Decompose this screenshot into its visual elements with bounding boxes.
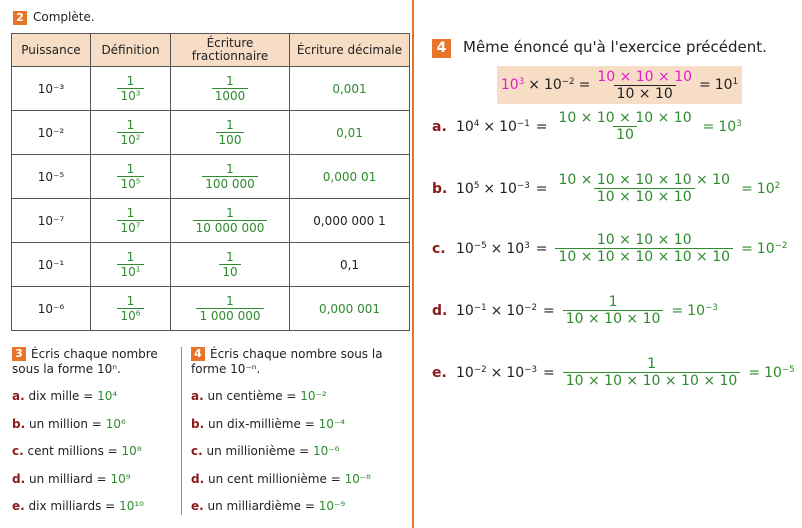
item-answer: 10⁶ (105, 416, 126, 431)
exercise-2-header (13, 10, 95, 25)
times-sign: × (490, 240, 503, 257)
expanded-fraction (555, 110, 694, 143)
example-fraction (594, 69, 695, 102)
definition-fraction (117, 74, 143, 103)
definition-fraction (117, 162, 143, 191)
expanded-fraction (563, 356, 741, 389)
factor-a: $10^{-1}$ (456, 302, 487, 319)
answer-item (191, 417, 345, 431)
times-sign: × (490, 302, 503, 319)
factor-a: $10^5$ (456, 180, 480, 197)
power-value: 10⁻¹ (37, 257, 65, 272)
item-answer: 10¹⁰ (119, 499, 144, 513)
power-value: 10⁻⁶ (37, 301, 65, 316)
item-letter: e. (432, 364, 447, 381)
answer-item (12, 499, 144, 513)
equals-sign: = (578, 77, 591, 93)
exercise-4-header (191, 347, 401, 377)
power-cell (12, 111, 91, 155)
times-sign: × (483, 180, 496, 197)
equals-sign: = (702, 118, 715, 135)
decimal-value: 0,01 (336, 125, 363, 140)
exercise-4-right-header (432, 38, 767, 58)
answer-item (191, 472, 371, 486)
decimal-cell (290, 67, 410, 111)
answer-item (12, 472, 131, 486)
fraction (193, 206, 268, 235)
fraction-numerator: 1 (226, 250, 234, 264)
item-answer: 10⁻⁹ (318, 499, 346, 513)
item-text: dix mille = (28, 389, 94, 403)
exercise-number-badge: 3 (12, 347, 26, 361)
item-text: un milliardième = (207, 499, 315, 513)
item-letter: c. (432, 240, 446, 257)
exponent: 3 (135, 88, 141, 98)
definition-fraction (117, 206, 143, 235)
answer-item (12, 417, 126, 431)
powers-table (11, 33, 410, 331)
exponent: 6 (135, 308, 141, 318)
fraction-denominator: 10 × 10 × 10 × 10 × 10 (563, 372, 741, 389)
power-value: 10⁻⁵ (37, 169, 65, 184)
item-answer: 10⁴ (97, 389, 118, 403)
answer-item (191, 389, 327, 403)
definition-cell (91, 67, 171, 111)
fraction-numerator: 10 × 10 × 10 (596, 232, 692, 248)
exercise-instruction: Même énoncé qu'à l'exercice précédent. (463, 38, 767, 56)
item-letter: c. (191, 444, 203, 458)
base: 10 (120, 133, 136, 147)
answer-item (12, 444, 142, 458)
expanded-fraction (563, 294, 664, 327)
item-letter: a. (432, 118, 447, 135)
fraction (216, 118, 245, 147)
table-row (12, 287, 410, 331)
item-text: un million = (28, 416, 102, 431)
definition-fraction (117, 118, 143, 147)
factor-b: $10^{-1}$ (499, 118, 530, 135)
item-letter: a. (12, 389, 25, 403)
power-cell (12, 67, 91, 111)
fraction-denominator: 10 (219, 264, 240, 279)
fraction-numerator: 1 (608, 294, 618, 310)
exercise-number-badge: 4 (191, 347, 205, 361)
calculation-item (432, 232, 787, 265)
fraction (219, 250, 240, 279)
equals-sign: = (542, 364, 555, 381)
fraction-denominator: 1000 (212, 88, 249, 103)
fraction (202, 162, 258, 191)
equals-sign: = (741, 180, 753, 197)
table-header-row (12, 34, 410, 67)
exponent: 7 (135, 220, 141, 230)
factor-a: $10^{-5}$ (456, 240, 487, 257)
equals-sign: = (535, 240, 548, 257)
item-letter: a. (191, 389, 204, 403)
expanded-fraction (555, 232, 733, 265)
fraction-denominator: 10 × 10 × 10 (563, 310, 664, 327)
fraction-cell (171, 243, 290, 287)
example-lhs-a: $10^3$ (500, 76, 525, 93)
fraction-numerator: 1 (226, 162, 234, 176)
item-letter: b. (432, 180, 448, 197)
result: $10^3$ (718, 118, 742, 135)
fraction-denominator: 1 000 000 (196, 308, 263, 323)
decimal-value: 0,001 (332, 81, 367, 96)
base: 10 (120, 309, 136, 323)
exercise-number-badge: 4 (432, 39, 451, 58)
power-value: 10⁻⁷ (37, 213, 65, 228)
power-cell (12, 243, 91, 287)
decimal-cell (290, 111, 410, 155)
item-letter: d. (432, 302, 448, 319)
fraction (196, 294, 263, 323)
item-text: un millionième = (206, 444, 310, 458)
fraction-numerator: 1 (226, 118, 234, 132)
fraction-numerator: 1 (126, 294, 135, 308)
factor-a: $10^{-2}$ (456, 364, 487, 381)
item-letter: e. (12, 499, 25, 513)
equals-sign: = (535, 118, 548, 135)
fraction-numerator: 1 (126, 206, 135, 220)
fraction-cell (171, 111, 290, 155)
fraction-numerator: 1 (126, 74, 135, 88)
decimal-value: 0,000 001 (318, 301, 381, 316)
example-lhs-b: $10^{-2}$ (543, 76, 575, 93)
exercise-instruction: Écris chaque nombre sous la forme 10ⁿ. (12, 347, 158, 376)
answer-item (191, 499, 345, 513)
equals-sign: = (542, 302, 555, 319)
calculation-item (432, 110, 742, 143)
example-result: $10^1$ (714, 76, 739, 93)
fraction-numerator: 10 × 10 × 10 × 10 × 10 (558, 172, 731, 188)
table-row (12, 67, 410, 111)
fraction-denominator (117, 176, 143, 191)
times-sign: × (490, 364, 503, 381)
table-row (12, 111, 410, 155)
exercise-instruction: Écris chaque nombre sous la forme 10⁻ⁿ. (191, 347, 383, 376)
result: $10^{-3}$ (687, 302, 718, 319)
exponent: 5 (135, 176, 141, 186)
fraction-numerator: 1 (226, 74, 234, 88)
table-row (12, 199, 410, 243)
item-text: un milliard = (28, 471, 107, 486)
equals-sign: = (535, 180, 548, 197)
fraction-cell (171, 155, 290, 199)
equals-sign: = (699, 77, 711, 93)
column-header: Écriture décimale (290, 34, 410, 67)
item-letter: c. (12, 444, 24, 458)
decimal-cell (290, 155, 410, 199)
fraction-denominator (117, 88, 143, 103)
table-row (12, 155, 410, 199)
factor-b: $10^3$ (506, 240, 530, 257)
definition-fraction (117, 250, 143, 279)
fraction-denominator (117, 264, 143, 279)
fraction-numerator: 1 (126, 162, 135, 176)
item-answer: 10⁻⁴ (318, 416, 345, 431)
definition-fraction (117, 294, 143, 323)
decimal-cell (290, 243, 410, 287)
definition-cell (91, 111, 171, 155)
fraction-numerator: 1 (226, 294, 234, 308)
fraction-denominator: 10 (613, 126, 637, 143)
item-letter: d. (191, 471, 205, 486)
exercise-4-left (191, 347, 401, 513)
fraction-denominator: 10 × 10 × 10 × 10 × 10 (555, 248, 733, 265)
fraction-denominator: 100 000 (202, 176, 258, 191)
calculation-item (432, 356, 795, 389)
fraction-denominator: 100 (216, 132, 245, 147)
decimal-cell (290, 199, 410, 243)
fraction-numerator: 1 (126, 118, 135, 132)
definition-cell (91, 243, 171, 287)
definition-cell (91, 155, 171, 199)
fraction-numerator: 1 (647, 356, 656, 372)
column-header: Définition (91, 34, 171, 67)
exercise-3-header (12, 347, 180, 377)
item-answer: 10⁻⁶ (312, 444, 340, 458)
item-answer: 10⁹ (110, 471, 131, 486)
exercise-3 (12, 347, 180, 513)
item-text: un dix-millième = (207, 416, 315, 431)
fraction-denominator: 10 × 10 (614, 85, 676, 102)
expanded-fraction (555, 172, 733, 205)
fraction-denominator (117, 308, 143, 323)
item-letter: b. (12, 416, 26, 431)
base: 10 (120, 221, 136, 235)
answer-item (191, 444, 339, 458)
item-answer: 10⁻² (300, 389, 327, 403)
decimal-cell (290, 287, 410, 331)
item-text: un centième = (207, 389, 297, 403)
fraction-cell (171, 67, 290, 111)
decimal-value: 0,000 01 (322, 169, 377, 184)
item-letter: e. (191, 499, 204, 513)
power-cell (12, 287, 91, 331)
power-value: 10⁻² (37, 125, 65, 140)
power-cell (12, 155, 91, 199)
base: 10 (120, 265, 136, 279)
fraction-numerator: 10 × 10 × 10 (597, 68, 693, 85)
fraction (212, 74, 249, 103)
times-sign: × (483, 118, 496, 135)
column-divider (181, 347, 182, 515)
fraction-denominator (117, 132, 143, 147)
column-header: Écriture fractionnaire (171, 34, 290, 67)
base: 10 (120, 177, 136, 191)
result: $10^2$ (756, 180, 781, 197)
times-sign: × (528, 77, 540, 93)
item-answer: 10⁻⁸ (344, 471, 371, 486)
calculation-item (432, 172, 780, 205)
factor-b: $10^{-3}$ (499, 180, 530, 197)
fraction-cell (171, 199, 290, 243)
result: $10^{-5}$ (764, 364, 795, 381)
calculation-item (432, 294, 718, 327)
power-value: 10⁻³ (37, 81, 65, 96)
fraction-denominator: 10 × 10 × 10 (594, 188, 695, 205)
equals-sign: = (748, 364, 761, 381)
factor-a: $10^4$ (456, 118, 480, 135)
equals-sign: = (741, 240, 753, 257)
exponent: 1 (135, 264, 141, 274)
answer-item (12, 389, 117, 403)
definition-cell (91, 199, 171, 243)
decimal-value: 0,000 000 1 (313, 213, 386, 228)
item-text: dix milliards = (28, 499, 116, 513)
table-row (12, 243, 410, 287)
factor-b: $10^{-2}$ (506, 302, 537, 319)
item-answer: 10⁸ (121, 444, 142, 458)
fraction-numerator: 10 × 10 × 10 × 10 (558, 110, 692, 126)
fraction-numerator: 1 (226, 206, 234, 220)
item-text: un cent millionième = (207, 471, 341, 486)
worked-example (497, 66, 742, 104)
decimal-value: 0,1 (339, 257, 360, 272)
fraction-numerator: 1 (126, 250, 135, 264)
item-letter: d. (12, 471, 26, 486)
column-header: Puissance (12, 34, 91, 67)
fraction-cell (171, 287, 290, 331)
exercise-number-badge: 2 (13, 11, 27, 25)
exponent: 2 (135, 132, 141, 142)
power-cell (12, 199, 91, 243)
factor-b: $10^{-3}$ (506, 364, 537, 381)
page-divider (412, 0, 414, 528)
base: 10 (120, 89, 136, 103)
exercise-instruction: Complète. (33, 10, 95, 24)
result: $10^{-2}$ (756, 240, 788, 257)
item-text: cent millions = (27, 444, 118, 458)
equals-sign: = (671, 302, 684, 319)
definition-cell (91, 287, 171, 331)
fraction-denominator (117, 220, 143, 235)
item-letter: b. (191, 416, 205, 431)
fraction-denominator: 10 000 000 (193, 220, 268, 235)
